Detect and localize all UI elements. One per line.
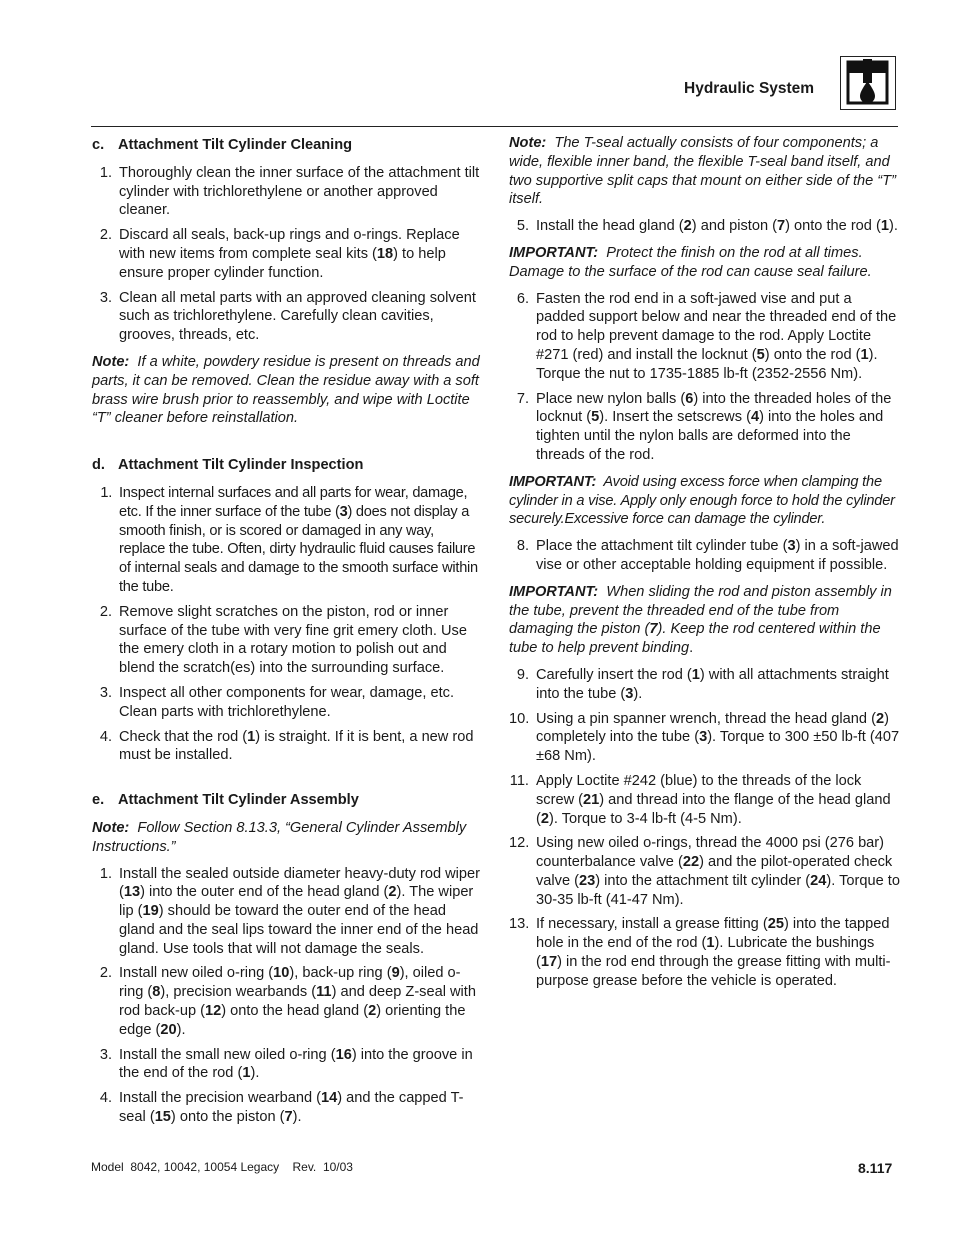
section-heading-inspection: d. Attachment Tilt Cylinder Inspection [92, 457, 364, 474]
list-item: 1. Thoroughly clean the inner surface of the attachment tilt cylinder with trichlorethylene or another approved cleaner. [99, 164, 480, 219]
list-item: 7. Place new nylon balls (6) into the threaded holes of the locknut (5). Insert the setscrews (4) into the holes and tighten until the nylon balls are deformed into the threads of the rod. [516, 390, 892, 463]
list-item: 9. Carefully insert the rod (1) with all attachments straight into the tube (3). [516, 666, 889, 702]
list-item: 3. Install the small new oiled o-ring (16) into the groove in the end of the rod (1). [99, 1046, 473, 1082]
section-heading-assembly: e. Attachment Tilt Cylinder Assembly [92, 792, 359, 809]
hydraulic-cylinder-icon [840, 56, 896, 110]
note-general-instructions: Note: Follow Section 8.13.3, “General Cylinder Assembly Instructions.” [92, 819, 467, 855]
important-protect-finish: IMPORTANT: Protect the finish on the rod at all times. Damage to the surface of the rod can cause seal failure. [509, 244, 872, 280]
list-item: 12. Using new oiled o-rings, thread the 4000 psi (276 bar) counterbalance valve (22) and the pilot-operated check valve (23) into the attachment tilt cylinder (24). Torque to 30-35 lb-ft (41-47 Nm). [509, 835, 900, 908]
list-item: 3. Inspect all other components for wear, damage, etc. Clean parts with trichlorethylene. [99, 684, 455, 720]
important-excess-force: IMPORTANT: Avoid using excess force when clamping the cylinder in a vise. Apply only enough force to hold the cylinder securely.Excessive force can damage the cylinder. [509, 473, 895, 528]
list-item: 10. Using a pin spanner wrench, thread the head gland (2) completely into the tube (3). Torque to 300 ±50 lb-ft (407 ±68 Nm). [509, 710, 900, 765]
list-item: 1. Install the sealed outside diameter heavy-duty rod wiper (13) into the outer end of the head gland (2). The wiper lip (19) should be toward the outer end of the head gland and the seal lips toward the inner end of the head gland. Use tools that will not damage the seals. [99, 865, 480, 957]
list-item: 1. Inspect internal surfaces and all parts for wear, damage, etc. If the inner surface of the tube (3) does not display a smooth finish, or is scored or damaged in any way, replace the tube. Often, dirty hydraulic fluid causes failure of internal seals and damage to the smooth surface within the tube. [100, 484, 478, 595]
left-column [92, 134, 482, 1133]
list-item: 5. Install the head gland (2) and piston (7) onto the rod (1). [516, 218, 898, 235]
important-sliding-rod: IMPORTANT: When sliding the rod and piston assembly in the tube, prevent the threaded end of the tube from damaging the piston (7). Keep the rod centered within the tube to help prevent binding. [509, 583, 892, 657]
note-t-seal: Note: The T-seal actually consists of four components; a wide, flexible inner band, the flexible T-seal band itself, and two supportive split caps that mount on either side of the “T” itself. [509, 135, 896, 208]
list-item: 8. Place the attachment tilt cylinder tube (3) in a soft-jawed vise or other acceptable holding equipment if possible. [516, 538, 899, 573]
list-item: 2. Discard all seals, back-up rings and o-rings. Replace with new items from complete seal kits (18) to help ensure proper cylinder function. [99, 227, 460, 281]
page-header-title: Hydraulic System [684, 80, 815, 97]
right-column [509, 134, 901, 997]
list-item: 11. Apply Loctite #242 (blue) to the threads of the lock screw (21) and thread into the flange of the head gland (2). Torque to 3-4 lb-ft (4-5 Nm). [509, 772, 891, 827]
list-item: 13. If necessary, install a grease fitting (25) into the tapped hole in the end of the rod (1). Lubricate the bushings (17) in the rod end through the grease fitting with multi-purpose grease before the vehicle is operated. [509, 916, 891, 989]
list-item: 4. Install the precision wearband (14) and the capped T-seal (15) onto the piston (7). [99, 1090, 464, 1126]
header-divider [91, 126, 898, 127]
note-residue: Note: If a white, powdery residue is present on threads and parts, it can be removed. Clean the residue away with a soft brass wire brush prior to reassembly, and wipe with Loctite “T” cleaner before reinstallation. [92, 353, 480, 427]
list-item: 2. Remove slight scratches on the piston, rod or inner surface of the tube with very fine grit emery cloth. Use the emery cloth in a rotary motion to polish out and blend the scratch(es) into the surrounding surface. [99, 603, 467, 677]
list-item: 6. Fasten the rod end in a soft-jawed vise and put a padded support below and near the threaded end of the rod to help prevent damage to the rod. Apply Loctite #271 (red) and install the locknut (5) onto the rod (1). Torque the nut to 1735-1885 lb-ft (2352-2556 Nm). [516, 290, 897, 382]
list-item: 4. Check that the rod (1) is straight. If it is bent, a new rod must be installed. [99, 728, 474, 764]
footer-model-revision: Model 8042, 10042, 10054 Legacy Rev. 10/03 [91, 1160, 353, 1174]
list-item: 3. Clean all metal parts with an approved cleaning solvent such as trichlorethylene. Carefully clean cavities, grooves, threads, etc. [99, 289, 476, 344]
section-heading-cleaning: c. Attachment Tilt Cylinder Cleaning [92, 137, 353, 153]
list-item: 2. Install new oiled o-ring (10), back-up ring (9), oiled o-ring (8), precision wearbands (11) and deep Z-seal with rod back-up (12) onto the head gland (2) orienting the edge (20). [99, 965, 476, 1038]
page-number: 8.117 [858, 1160, 893, 1176]
